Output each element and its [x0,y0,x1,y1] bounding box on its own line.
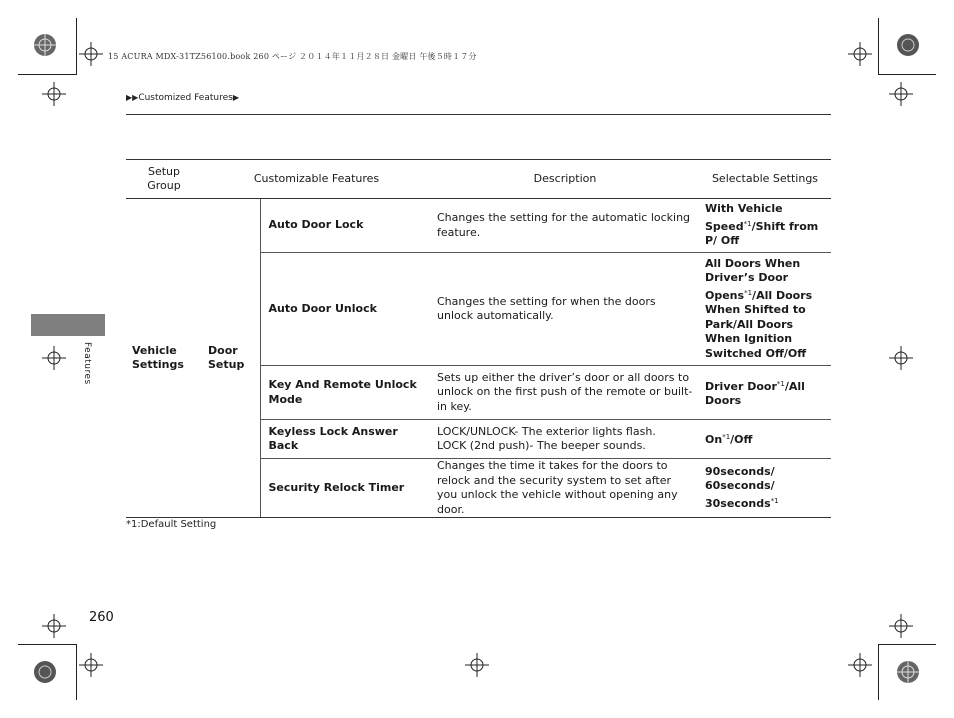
registration-mark-icon [33,33,57,57]
crosshair-mark-icon [848,42,872,66]
feature-name: Security Relock Timer [260,459,431,518]
feature-name: Auto Door Unlock [260,253,431,366]
page-number: 260 [89,610,114,625]
header-setup-group: Setup Group [126,160,202,199]
registration-mark-icon [896,33,920,57]
crop-line [878,644,936,645]
feature-name: Keyless Lock Answer Back [260,420,431,459]
crop-line [878,18,879,75]
feature-description: Sets up either the driver’s door or all doors to unlock on the first push of the remote or built-in key. [431,366,699,420]
crosshair-mark-icon [889,346,913,370]
crop-line [76,644,77,700]
crosshair-mark-icon [42,346,66,370]
footnote: *1:Default Setting [126,519,217,530]
crosshair-mark-icon [79,42,103,66]
customized-features-table [126,159,831,518]
breadcrumb [126,93,239,103]
crop-line [878,644,879,700]
selectable-settings: Driver Door$^{*1}$/All Doors [699,366,831,420]
header-description: Description [431,160,699,199]
crosshair-mark-icon [42,614,66,638]
crop-line [18,74,76,75]
selectable-settings: 90seconds/ 60seconds/ 30seconds$^{*1}$ [699,459,831,518]
breadcrumb-trail-arrow: ▶ [232,93,239,102]
selectable-settings: On$^{*1}$/Off [699,420,831,459]
group-vehicle-settings: Vehicle Settings [126,199,202,518]
table-header-row [126,160,831,199]
subgroup-door-setup: Door Setup [202,199,260,518]
breadcrumb-label: Customized Features [138,93,233,103]
section-tab-label: Features [82,342,92,385]
crop-line [878,74,936,75]
print-header: 15 ACURA MDX-31TZ56100.book 260 ページ ２０１４年１１月２８日 金曜日 午後５時１７分 [108,52,477,61]
registration-mark-icon [896,660,920,684]
feature-description: Changes the time it takes for the doors to relock and the security system to set after you unlock the vehicle without opening any door. [431,459,699,518]
breadcrumb-arrows: ▶▶ [126,93,139,102]
header-rule [126,114,831,115]
header-selectable-settings: Selectable Settings [699,160,831,199]
table-row [126,199,831,253]
crosshair-mark-icon [889,82,913,106]
selectable-settings: All Doors When Driver’s Door Opens$^{*1}$/All Doors When Shifted to Park/All Doors When Ignition Switched Off/Off [699,253,831,366]
crosshair-mark-icon [465,653,489,677]
section-tab [31,314,105,336]
feature-description: Changes the setting for the automatic locking feature. [431,199,699,253]
feature-name: Auto Door Lock [260,199,431,253]
feature-description: LOCK/UNLOCK- The exterior lights flash. LOCK (2nd push)- The beeper sounds. [431,420,699,459]
selectable-settings: With Vehicle Speed$^{*1}$/Shift from P/ Off [699,199,831,253]
crosshair-mark-icon [848,653,872,677]
crop-line [18,644,76,645]
feature-description: Changes the setting for when the doors unlock automatically. [431,253,699,366]
header-customizable-features: Customizable Features [202,160,431,199]
crosshair-mark-icon [42,82,66,106]
crosshair-mark-icon [889,614,913,638]
registration-mark-icon [33,660,57,684]
crop-line [76,18,77,75]
feature-name: Key And Remote Unlock Mode [260,366,431,420]
crosshair-mark-icon [79,653,103,677]
